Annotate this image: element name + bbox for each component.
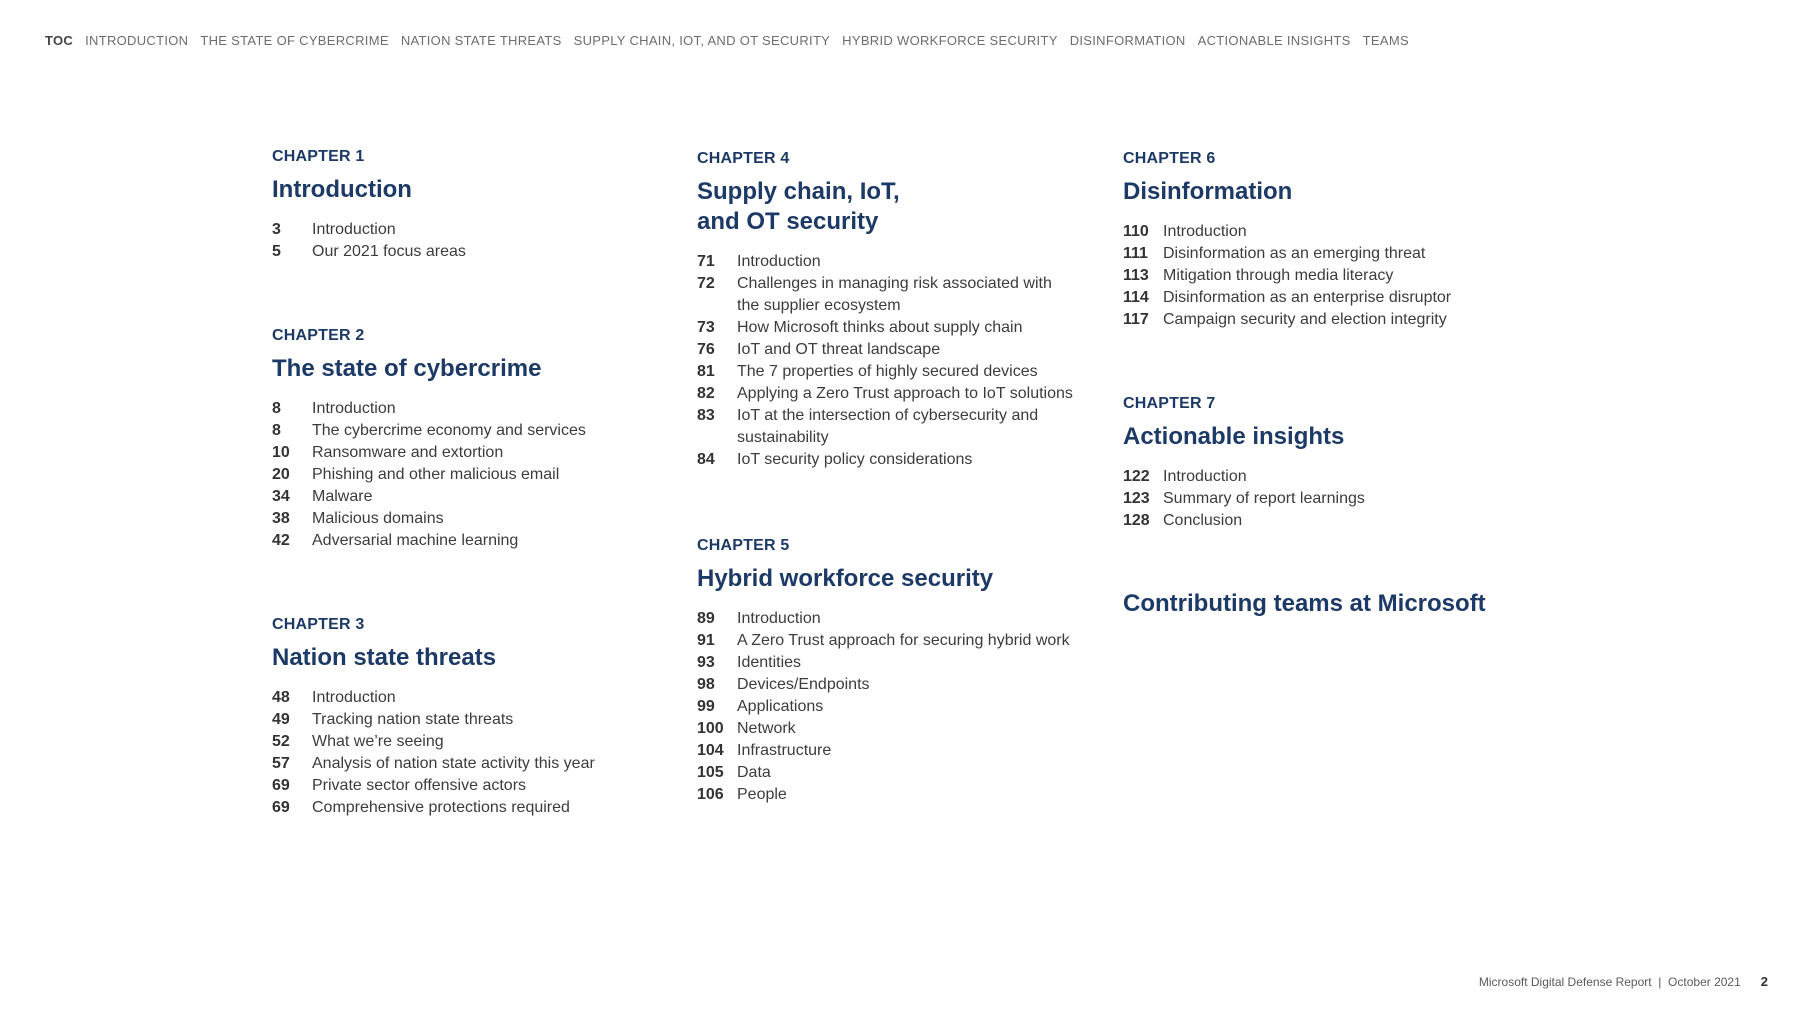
chapter-title[interactable]: The state of cybercrime xyxy=(272,355,542,382)
entry-text: Adversarial machine learning xyxy=(312,532,519,549)
toc-entry[interactable] xyxy=(272,486,692,508)
toc-entry[interactable] xyxy=(697,674,1117,696)
toc-entry[interactable] xyxy=(1123,309,1543,331)
toc-entry[interactable] xyxy=(272,797,692,819)
entry-page: 84 xyxy=(697,451,715,468)
entry-text: How Microsoft thinks about supply chain xyxy=(737,319,1023,336)
entry-text: Infrastructure xyxy=(737,742,832,759)
toc-entry[interactable] xyxy=(697,652,1117,674)
toc-entry[interactable] xyxy=(272,508,692,530)
entry-page: 113 xyxy=(1123,267,1149,284)
chapter-1 xyxy=(272,147,692,263)
entry-page: 34 xyxy=(272,488,290,505)
entry-text: A Zero Trust approach for securing hybrid work xyxy=(737,632,1070,649)
toc-entry[interactable] xyxy=(697,740,1117,762)
entry-page: 10 xyxy=(272,444,290,461)
entry-list xyxy=(272,219,692,263)
entry-page: 38 xyxy=(272,510,290,527)
entry-text: Applications xyxy=(737,698,824,715)
entry-text: Introduction xyxy=(1163,223,1247,240)
entry-page: 49 xyxy=(272,711,290,728)
entry-text: Introduction xyxy=(1163,468,1247,485)
entry-text: Disinformation as an emerging threat xyxy=(1163,245,1426,262)
toc-entry[interactable] xyxy=(1123,243,1543,265)
entry-text: Comprehensive protections required xyxy=(312,799,570,816)
chapter-4 xyxy=(697,149,1117,471)
chapter-title-line: and OT security xyxy=(697,208,879,235)
entry-text: Tracking nation state threats xyxy=(312,711,514,728)
entry-text: Introduction xyxy=(737,610,821,627)
toc-entry[interactable] xyxy=(272,687,692,709)
chapter-7 xyxy=(1123,394,1543,532)
entry-text-line: Challenges in managing risk associated with xyxy=(737,275,1052,292)
toc-entry[interactable] xyxy=(697,339,1117,361)
entry-text: What we’re seeing xyxy=(312,733,444,750)
entry-page: 76 xyxy=(697,341,715,358)
entry-page: 71 xyxy=(697,253,715,270)
entry-text: Summary of report learnings xyxy=(1163,490,1365,507)
toc-entry[interactable] xyxy=(1123,287,1543,309)
teams-title[interactable]: Contributing teams at Microsoft xyxy=(1123,590,1486,617)
entry-page: 48 xyxy=(272,689,290,706)
entry-list xyxy=(272,687,692,819)
entry-text: Analysis of nation state activity this year xyxy=(312,755,595,772)
entry-text: Disinformation as an enterprise disruptor xyxy=(1163,289,1452,306)
entry-page: 100 xyxy=(697,720,724,737)
toc-entry[interactable] xyxy=(1123,265,1543,287)
entry-page: 42 xyxy=(272,532,290,549)
entry-text: Identities xyxy=(737,654,802,671)
entry-page: 82 xyxy=(697,385,715,402)
toc-entry[interactable] xyxy=(697,718,1117,740)
toc-entry[interactable] xyxy=(272,241,692,263)
entry-page: 57 xyxy=(272,755,290,772)
entry-text: Our 2021 focus areas xyxy=(312,243,466,260)
chapter-title-line: Supply chain, IoT, xyxy=(697,178,900,205)
chapter-title[interactable]: Introduction xyxy=(272,176,412,203)
entry-text-line: IoT at the intersection of cybersecurity and xyxy=(737,407,1039,424)
report-name: Microsoft Digital Defense Report | October 2021 xyxy=(1478,974,1741,989)
nav-disinformation[interactable]: DISINFORMATION xyxy=(1069,33,1186,48)
toc-entry[interactable] xyxy=(1123,466,1543,488)
toc-entry[interactable] xyxy=(1123,488,1543,510)
entry-page: 123 xyxy=(1123,490,1150,507)
chapter-label: CHAPTER 4 xyxy=(697,150,790,167)
entry-page: 105 xyxy=(697,764,724,781)
nav-teams[interactable]: TEAMS xyxy=(1362,33,1409,48)
entry-page: 3 xyxy=(272,221,281,238)
page-footer xyxy=(1479,974,1768,989)
entry-page: 69 xyxy=(272,799,290,816)
chapter-label: CHAPTER 5 xyxy=(697,537,790,554)
entry-page: 111 xyxy=(1123,245,1148,262)
top-nav xyxy=(45,33,1409,48)
entry-text: Phishing and other malicious email xyxy=(312,466,560,483)
teams-section xyxy=(1123,589,1543,619)
entry-page: 89 xyxy=(697,610,715,627)
nav-state-of-cybercrime[interactable]: THE STATE OF CYBERCRIME xyxy=(200,33,389,48)
entry-page: 106 xyxy=(697,786,724,803)
toc-entry[interactable] xyxy=(1123,221,1543,243)
entry-page: 73 xyxy=(697,319,715,336)
toc-entry[interactable] xyxy=(272,464,692,486)
nav-introduction[interactable]: INTRODUCTION xyxy=(85,33,189,48)
chapter-label: CHAPTER 2 xyxy=(272,327,365,344)
chapter-label: CHAPTER 3 xyxy=(272,616,365,633)
entry-text: Private sector offensive actors xyxy=(312,777,527,794)
nav-actionable-insights[interactable]: ACTIONABLE INSIGHTS xyxy=(1197,33,1351,48)
toc-entry[interactable] xyxy=(697,251,1117,273)
toc-entry[interactable] xyxy=(1123,510,1543,532)
entry-text: Malware xyxy=(312,488,373,505)
entry-list xyxy=(697,251,1117,471)
toc-entry[interactable] xyxy=(697,696,1117,718)
entry-text-line: sustainability xyxy=(737,429,829,446)
entry-text: Ransomware and extortion xyxy=(312,444,504,461)
entry-page: 114 xyxy=(1123,289,1149,306)
entry-page: 52 xyxy=(272,733,290,750)
entry-page: 72 xyxy=(697,275,715,292)
entry-text: Introduction xyxy=(312,400,396,417)
entry-text: Conclusion xyxy=(1163,512,1243,529)
chapter-title[interactable]: Hybrid workforce security xyxy=(697,565,994,592)
entry-page: 91 xyxy=(697,632,715,649)
entry-text xyxy=(737,273,1117,317)
entry-text: Campaign security and election integrity xyxy=(1163,311,1447,328)
chapter-3 xyxy=(272,615,692,819)
chapter-6 xyxy=(1123,149,1543,331)
entry-text-line: the supplier ecosystem xyxy=(737,297,901,314)
entry-page: 8 xyxy=(272,400,281,417)
entry-page: 128 xyxy=(1123,512,1150,529)
toc-entry[interactable] xyxy=(272,709,692,731)
chapter-title[interactable] xyxy=(697,177,1117,237)
toc-entry[interactable] xyxy=(697,317,1117,339)
entry-text: Malicious domains xyxy=(312,510,444,527)
toc-entry[interactable] xyxy=(697,762,1117,784)
page-number: 2 xyxy=(1760,974,1768,989)
entry-page: 110 xyxy=(1123,223,1149,240)
entry-text: Introduction xyxy=(312,689,396,706)
entry-page: 99 xyxy=(697,698,715,715)
toc-entry[interactable] xyxy=(272,219,692,241)
entry-text: People xyxy=(737,786,787,803)
toc-entry[interactable] xyxy=(272,775,692,797)
entry-text: Mitigation through media literacy xyxy=(1163,267,1394,284)
chapter-label: CHAPTER 6 xyxy=(1123,150,1216,167)
chapter-label: CHAPTER 7 xyxy=(1123,395,1216,412)
entry-text: IoT security policy considerations xyxy=(737,451,973,468)
toc-entry[interactable] xyxy=(272,442,692,464)
entry-page: 122 xyxy=(1123,468,1150,485)
toc-entry[interactable] xyxy=(697,608,1117,630)
entry-text: Introduction xyxy=(737,253,821,270)
chapter-label: CHAPTER 1 xyxy=(272,148,365,165)
toc-entry[interactable] xyxy=(697,405,1117,449)
toc-entry[interactable] xyxy=(272,420,692,442)
entry-text: Data xyxy=(737,764,771,781)
entry-page: 93 xyxy=(697,654,715,671)
entry-page: 8 xyxy=(272,422,281,439)
entry-list xyxy=(697,608,1117,806)
entry-page: 69 xyxy=(272,777,290,794)
entry-text: IoT and OT threat landscape xyxy=(737,341,941,358)
entry-text: Network xyxy=(737,720,796,737)
entry-page: 5 xyxy=(272,243,281,260)
chapter-2 xyxy=(272,326,692,552)
nav-toc[interactable]: TOC xyxy=(45,33,74,48)
entry-page: 81 xyxy=(697,363,715,380)
toc-entry[interactable] xyxy=(697,383,1117,405)
nav-supply-chain[interactable]: SUPPLY CHAIN, IOT, AND OT SECURITY xyxy=(573,33,831,48)
toc-entry[interactable] xyxy=(272,753,692,775)
toc-entry[interactable] xyxy=(272,731,692,753)
chapter-title[interactable]: Actionable insights xyxy=(1123,423,1345,450)
entry-page: 117 xyxy=(1123,311,1149,328)
toc-entry[interactable] xyxy=(697,449,1117,471)
nav-hybrid-workforce[interactable]: HYBRID WORKFORCE SECURITY xyxy=(842,33,1058,48)
entry-text: Devices/Endpoints xyxy=(737,676,870,693)
entry-text xyxy=(737,405,1117,449)
entry-page: 83 xyxy=(697,407,715,424)
chapter-5 xyxy=(697,536,1117,806)
entry-list xyxy=(272,398,692,552)
chapter-title[interactable]: Disinformation xyxy=(1123,178,1293,205)
entry-page: 20 xyxy=(272,466,290,483)
entry-page: 98 xyxy=(697,676,715,693)
entry-text: The 7 properties of highly secured devices xyxy=(737,363,1038,380)
entry-text: The cybercrime economy and services xyxy=(312,422,586,439)
toc-entry[interactable] xyxy=(272,398,692,420)
toc-entry[interactable] xyxy=(697,273,1117,317)
toc-entry[interactable] xyxy=(697,361,1117,383)
entry-text: Introduction xyxy=(312,221,396,238)
entry-page: 104 xyxy=(697,742,724,759)
toc-entry[interactable] xyxy=(272,530,692,552)
entry-text: Applying a Zero Trust approach to IoT solutions xyxy=(737,385,1073,402)
chapter-title[interactable]: Nation state threats xyxy=(272,644,497,671)
nav-nation-state-threats[interactable]: NATION STATE THREATS xyxy=(400,33,562,48)
toc-entry[interactable] xyxy=(697,630,1117,652)
entry-list xyxy=(1123,466,1543,532)
entry-list xyxy=(1123,221,1543,331)
toc-entry[interactable] xyxy=(697,784,1117,806)
